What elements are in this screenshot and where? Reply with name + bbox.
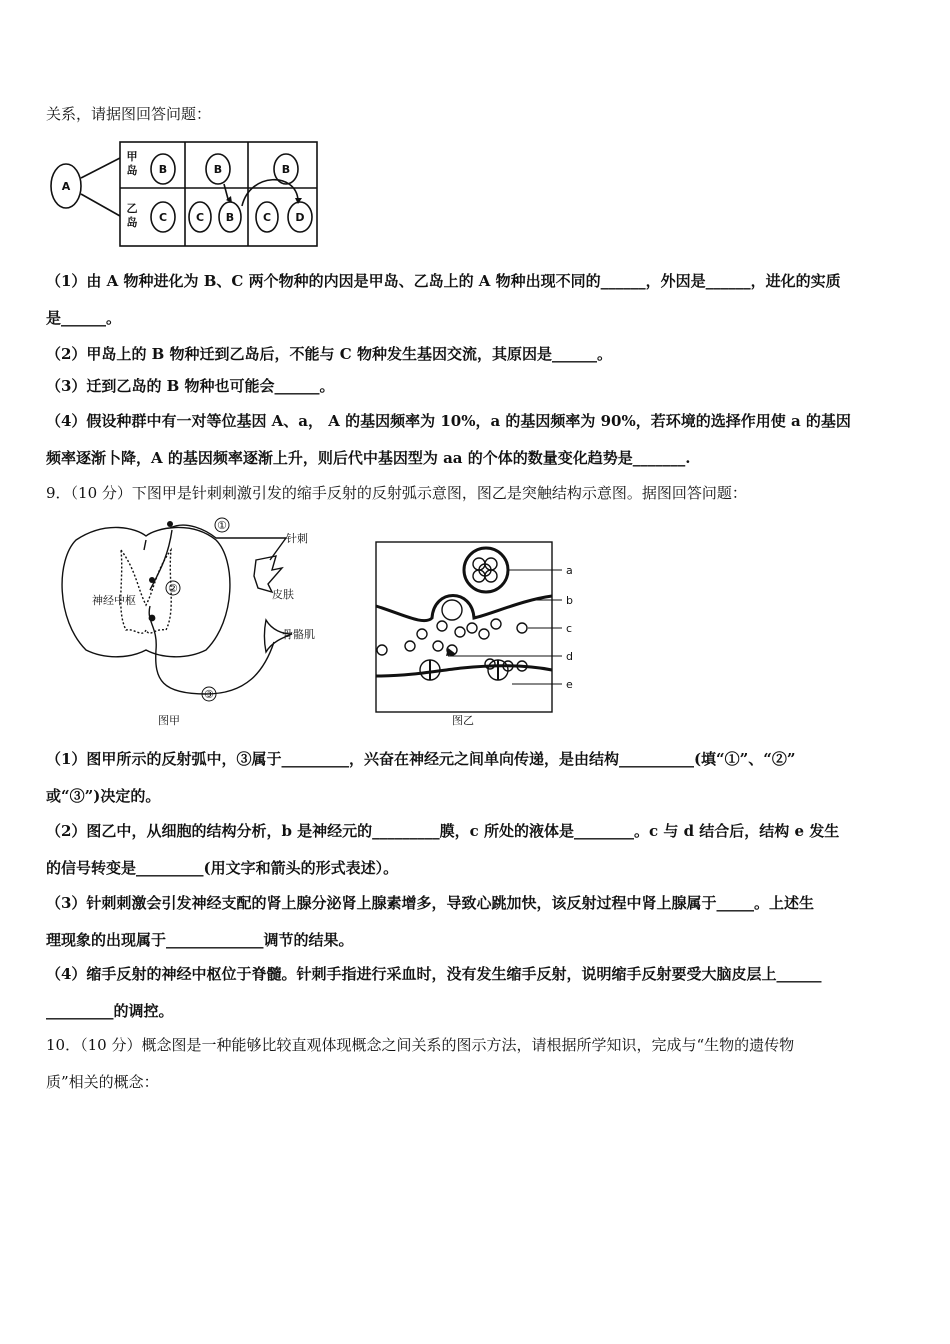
fig-b-label-c: c [566,622,573,635]
label-b: B [158,163,168,176]
svg-text:B: B [225,211,235,224]
q10-title-line1: 10．（10 分）概念图是一种能够比较直观体现概念之间关系的图示方法，请根据所学知识，完成与“生物的遗传物 [46,1036,795,1054]
island2-char2: 岛 [126,216,138,229]
q9-part1-line1: （1）图甲所示的反射弧中，③属于_________，兴奋在神经元之间单向传递，是由结构__________(填“①”、“②” [46,750,796,768]
fig-a-needle-label: 针刺 [286,532,308,545]
q8-part4-line1: （4）假设种群中有一对等位基因 A、a， A 的基因频率为 10%，a 的基因频率为 90%，若环境的选择作用使 a 的基因 [46,412,851,430]
svg-text:B: B [213,163,223,176]
ancestor-a-label: A [61,180,71,193]
q8-part3: （3）迁到乙岛的 B 物种也可能会______。 [46,377,335,395]
svg-text:B: B [281,163,291,176]
fig-a-mark-2: ② [168,582,178,595]
label-d: D [295,211,305,224]
label-c: C [158,211,168,224]
fig-a-mark-1: ① [217,519,227,532]
q10-title-line2: 质”相关的概念： [46,1073,159,1091]
island1-char2: 岛 [126,164,138,177]
synapse-figure [372,538,592,732]
q9-part3-line2: 理现象的出现属于_____________调节的结果。 [46,931,354,949]
fig-a-skin-label: 皮肤 [272,588,294,601]
svg-text:C: C [195,211,205,224]
q9-part1-line2: 或“③”)决定的。 [46,787,161,805]
q8-part1-line1: （1）由 A 物种进化为 B、C 两个物种的内因是甲岛、乙岛上的 A 物种出现不同的______，外因是______，进化的实质 [46,272,841,290]
fig-b-label-e: e [566,678,573,691]
q8-part4-line2: 频率逐渐卜降，A 的基因频率逐渐上升，则后代中基因型为 aa 的个体的数量变化趋势是_______. [46,449,691,467]
island-diagram [46,136,326,252]
fig-b-label-b: b [566,594,573,607]
fig-b-caption: 图乙 [452,714,474,727]
q8-part2: （2）甲岛上的 B 物种迁到乙岛后，不能与 C 物种发生基因交流，其原因是______。 [46,345,612,363]
island2-char1: 乙 [126,202,138,215]
fig-a-caption: 图甲 [158,714,180,727]
fig-b-label-a: a [566,564,573,577]
q9-title: 9．（10 分）下图甲是针刺刺激引发的缩手反射的反射弧示意图，图乙是突触结构示意图。据图回答问题： [46,484,747,502]
reflex-arc-figure [46,510,346,732]
q9-part4-line2: _________的调控。 [46,1002,174,1020]
q9-part2-line1: （2）图乙中，从细胞的结构分析，b 是神经元的_________膜，c 所处的液体是________。c 与 d 结合后，结构 e 发生 [46,822,840,840]
q8-part1-line2: 是______。 [46,309,122,327]
intro-text: 关系，请据图回答问题： [46,105,212,123]
q9-part2-line2: 的信号转变是_________(用文字和箭头的形式表述）。 [46,859,399,877]
fig-a-mark-3: ③ [204,688,214,701]
q9-part4-line1: （4）缩手反射的神经中枢位于脊髓。针刺手指进行采血时，没有发生缩手反射，说明缩手反射要受大脑皮层上______ [46,965,822,983]
fig-a-muscle-label: 骨骼肌 [282,628,315,641]
svg-text:C: C [262,211,272,224]
q9-part3-line1: （3）针刺刺激会引发神经支配的肾上腺分泌肾上腺素增多，导致心跳加快，该反射过程中肾上腺属于_____。上述生 [46,894,814,912]
fig-b-label-d: d [566,650,573,663]
island1-char1: 甲 [126,150,138,163]
fig-a-center-label: 神经中枢 [92,594,136,607]
